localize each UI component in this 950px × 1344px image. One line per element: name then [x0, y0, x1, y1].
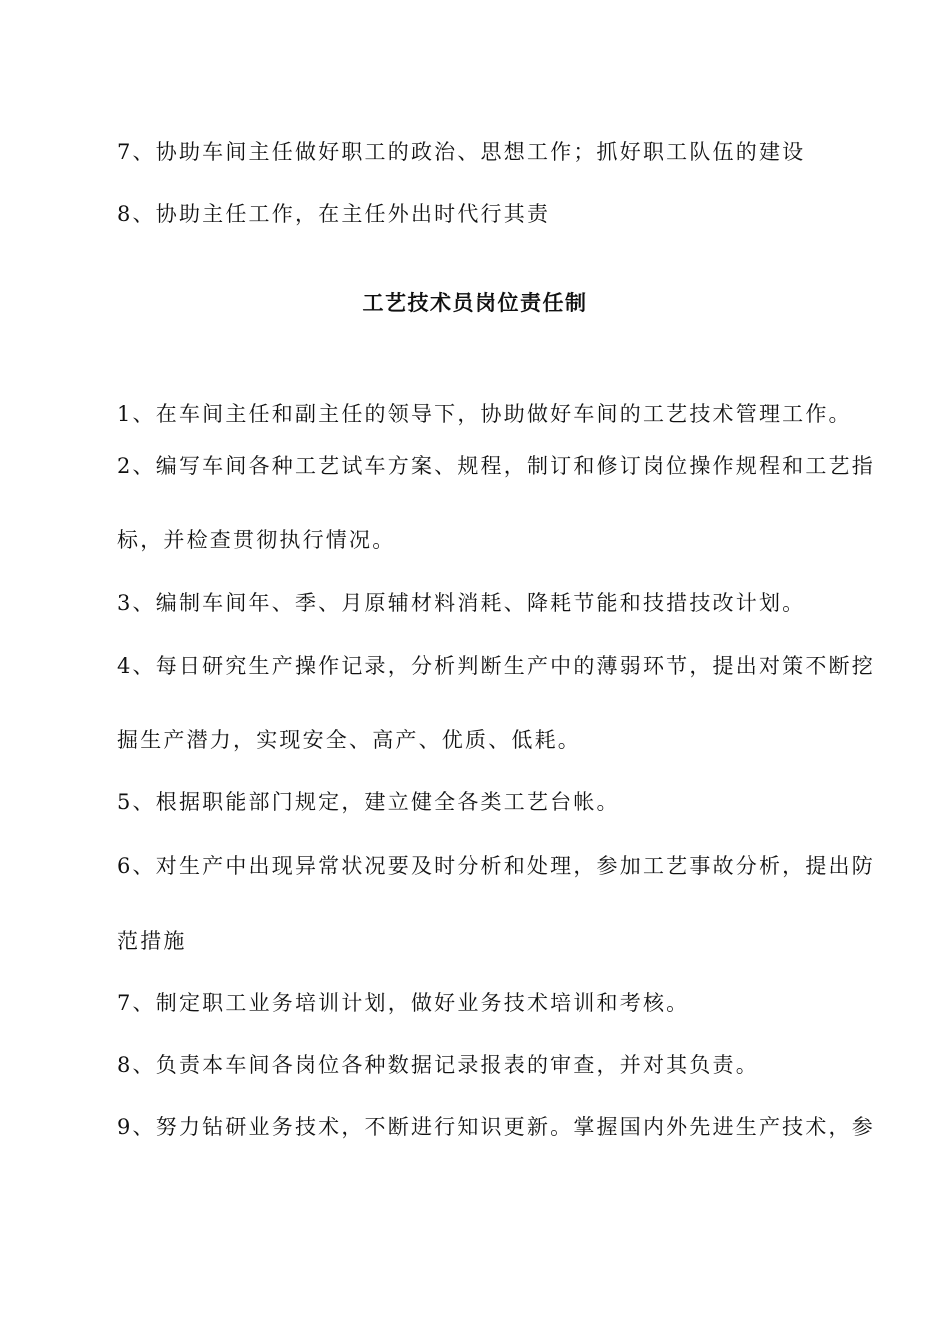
duty-line-8: 8、负责本车间各岗位各种数据记录报表的审查，并对其负责。	[117, 1053, 759, 1077]
duty-line-6-cont: 范措施	[117, 929, 187, 953]
duty-line-1: 1、在车间主任和副主任的领导下，协助做好车间的工艺技术管理工作。	[117, 402, 852, 426]
duty-line-9: 9、努力钻研业务技术，不断进行知识更新。掌握国内外先进生产技术，参	[117, 1115, 875, 1139]
prev-item-7: 7、协助车间主任做好职工的政治、思想工作；抓好职工队伍的建设	[117, 140, 806, 164]
duty-line-4-cont: 掘生产潜力，实现安全、高产、优质、低耗。	[117, 728, 581, 752]
duty-line-6: 6、对生产中出现异常状况要及时分析和处理，参加工艺事故分析，提出防	[117, 854, 875, 878]
duty-line-7: 7、制定职工业务培训计划，做好业务技术培训和考核。	[117, 991, 690, 1015]
section-title: 工艺技术员岗位责任制	[362, 290, 588, 315]
duty-line-2-cont: 标，并检查贯彻执行情况。	[117, 528, 396, 552]
duty-line-5: 5、根据职能部门规定，建立健全各类工艺台帐。	[117, 790, 620, 814]
prev-item-8: 8、协助主任工作，在主任外出时代行其责	[117, 202, 551, 226]
duty-line-4: 4、每日研究生产操作记录，分析判断生产中的薄弱环节，提出对策不断挖	[117, 654, 875, 678]
duty-line-3: 3、编制车间年、季、月原辅材料消耗、降耗节能和技措技改计划。	[117, 591, 806, 615]
duty-line-2: 2、编写车间各种工艺试车方案、规程，制订和修订岗位操作规程和工艺指	[117, 454, 875, 478]
